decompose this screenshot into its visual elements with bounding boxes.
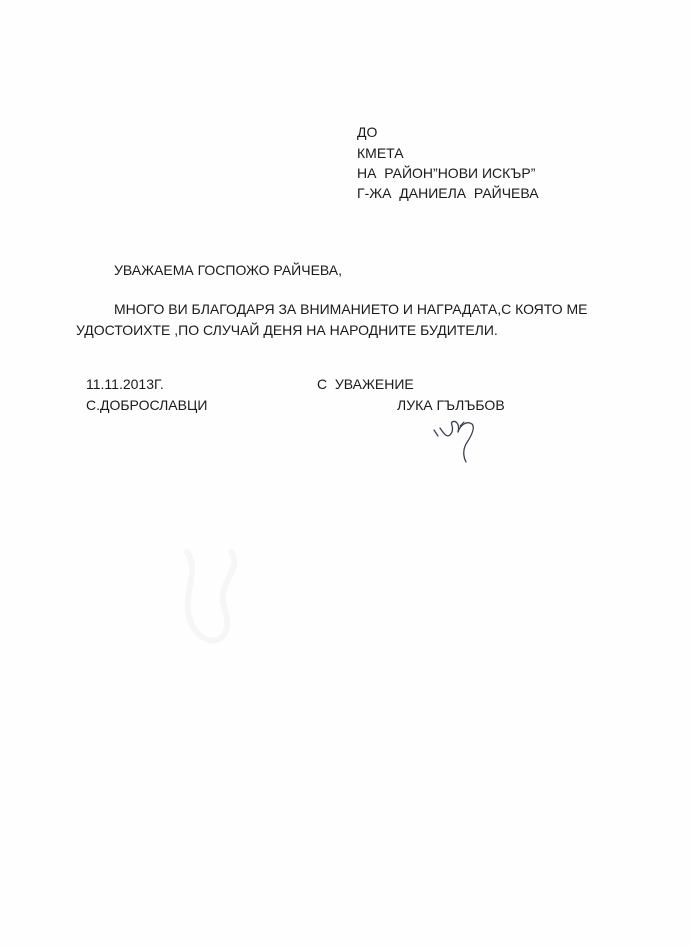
addressee-line-to: ДО — [357, 124, 378, 140]
handwritten-signature — [430, 412, 490, 468]
paper-texture-mark — [165, 540, 255, 660]
salutation: УВАЖАЕМА ГОСПОЖО РАЙЧЕВА, — [114, 262, 343, 278]
closing-phrase: С УВАЖЕНИЕ — [317, 376, 414, 392]
addressee-line-name: Г-ЖА ДАНИЕЛА РАЙЧЕВА — [357, 185, 539, 201]
letter-place: С.ДОБРОСЛАВЦИ — [86, 397, 208, 413]
addressee-line-mayor: КМЕТА — [357, 145, 404, 161]
body-text-line-1: МНОГО ВИ БЛАГОДАРЯ ЗА ВНИМАНИЕТО И НАГРАДАТА,С КОЯТО МЕ — [114, 301, 588, 317]
signer-name: ЛУКА ГЪЛЪБОВ — [397, 397, 505, 413]
addressee-line-district: НА РАЙОН”НОВИ ИСКЪР” — [357, 165, 536, 181]
body-text-line-2: УДОСТОИХТЕ ,ПО СЛУЧАЙ ДЕНЯ НА НАРОДНИТЕ БУДИТЕЛИ. — [76, 322, 498, 338]
letter-date: 11.11.2013Г. — [86, 376, 164, 392]
